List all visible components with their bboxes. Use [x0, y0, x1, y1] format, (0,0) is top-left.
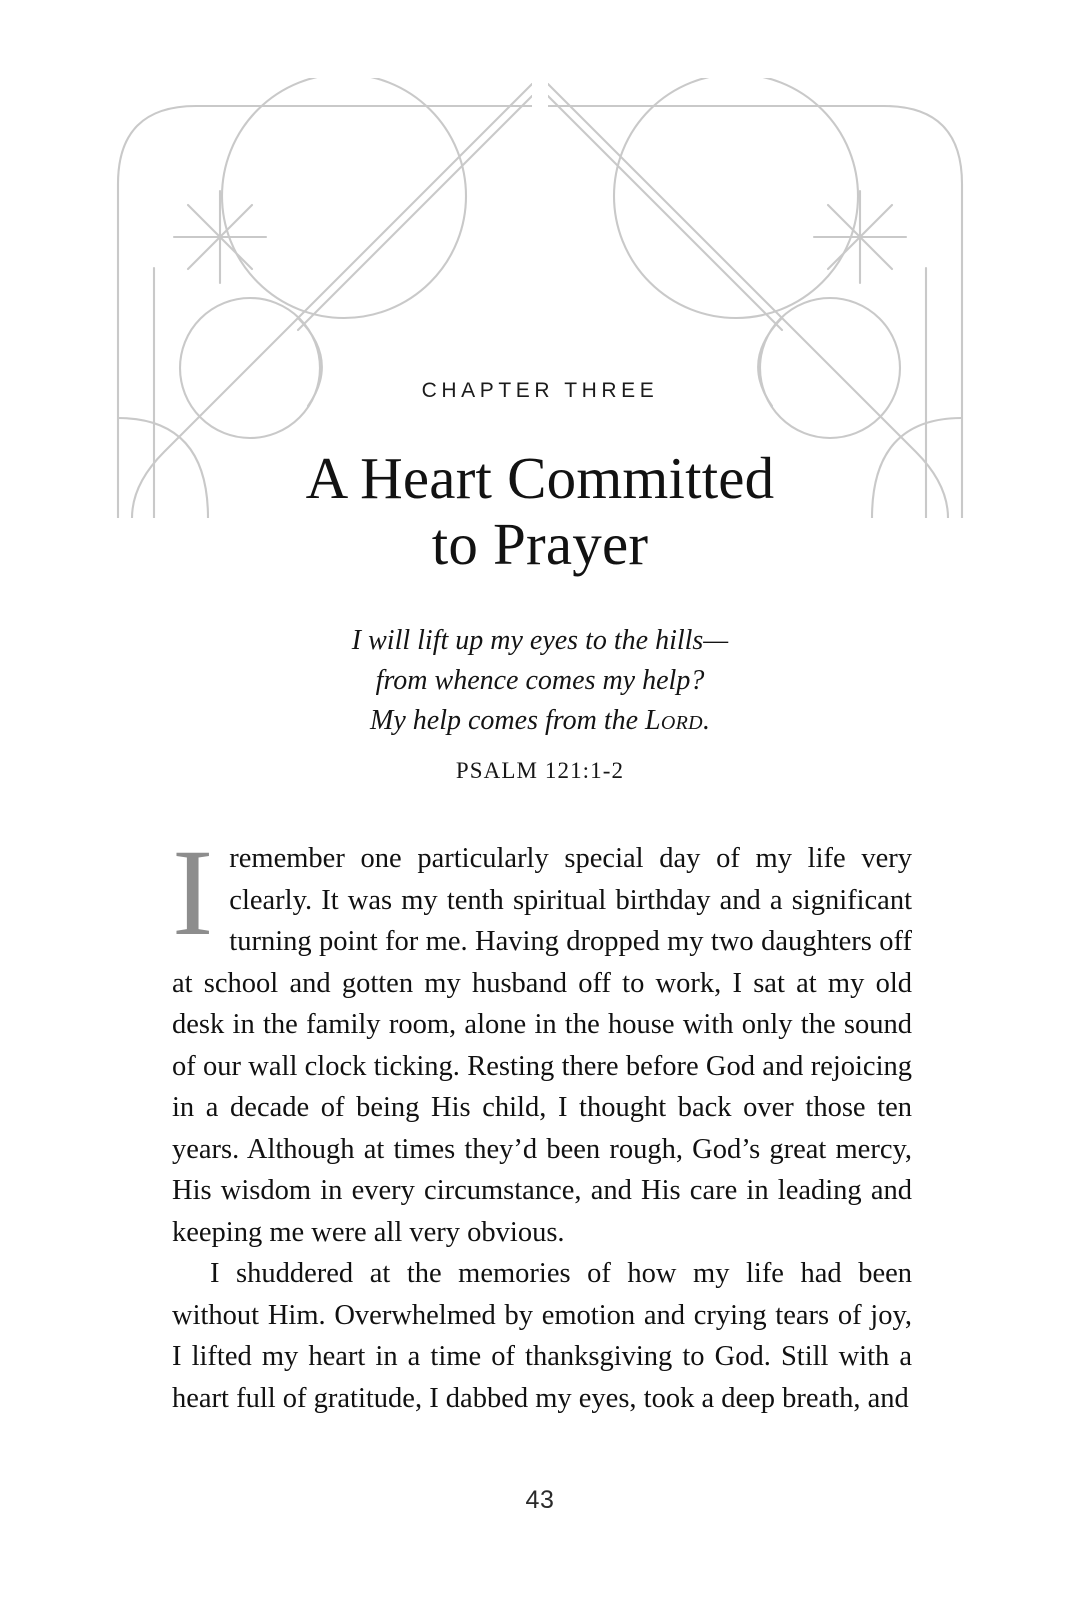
epigraph-verse	[0, 621, 1080, 740]
ornament-diagonal-short-path	[548, 96, 782, 330]
body-text	[172, 824, 912, 1419]
epigraph-line-3-text: My help comes from the	[370, 704, 646, 736]
epigraph-divine-name: Lord	[645, 704, 703, 736]
ornament-large-circle	[222, 78, 466, 318]
paragraph-first	[172, 824, 912, 1253]
ornament-star-icon	[814, 191, 906, 283]
paragraph-first-text: remember one particularly special day of my life very clearly. It was my tenth spiritual birthday and a significant turning point for me. Having dropped my two daughters off at school and gotten my husband off to work, I sat at my old desk in the family room, alone in the house with only the sound of our wall clock ticking. Resting there before God and rejoicing in a decade of being His child, I thought back over those ten years. Although at times they’d been rough, God’s great mercy, His wisdom in every circumstance, and His care in leading and keeping me were all very obvious.	[172, 843, 912, 1248]
chapter-title-line-1: A Heart Committed	[305, 445, 775, 511]
chapter-title-line-2: to Prayer	[431, 511, 649, 578]
ornament-star-icon	[174, 191, 266, 283]
chapter-heading-block	[0, 380, 1080, 784]
epigraph-line-2: from whence comes my help?	[375, 664, 705, 696]
epigraph-line-3	[0, 701, 1080, 741]
chapter-label: CHAPTER THREE	[421, 379, 659, 402]
drop-cap: I	[172, 824, 214, 961]
epigraph-line-1: I will lift up my eyes to the hills—	[351, 625, 729, 657]
ornament-diagonal-short-path	[298, 96, 532, 330]
page-number: 43	[525, 1486, 555, 1514]
paragraph-second: I shuddered at the memories of how my life had been without Him. Overwhelmed by emotion and crying tears of joy, I lifted my heart in a time of thanksgiving to God. Still with a heart full of gratitude, I dabbed my eyes, took a deep breath, and	[172, 1258, 912, 1414]
epigraph-line-3-period: .	[702, 704, 710, 736]
page-title	[0, 445, 1080, 577]
epigraph-reference: PSALM 121:1-2	[455, 758, 625, 784]
ornament-large-circle	[614, 78, 858, 318]
